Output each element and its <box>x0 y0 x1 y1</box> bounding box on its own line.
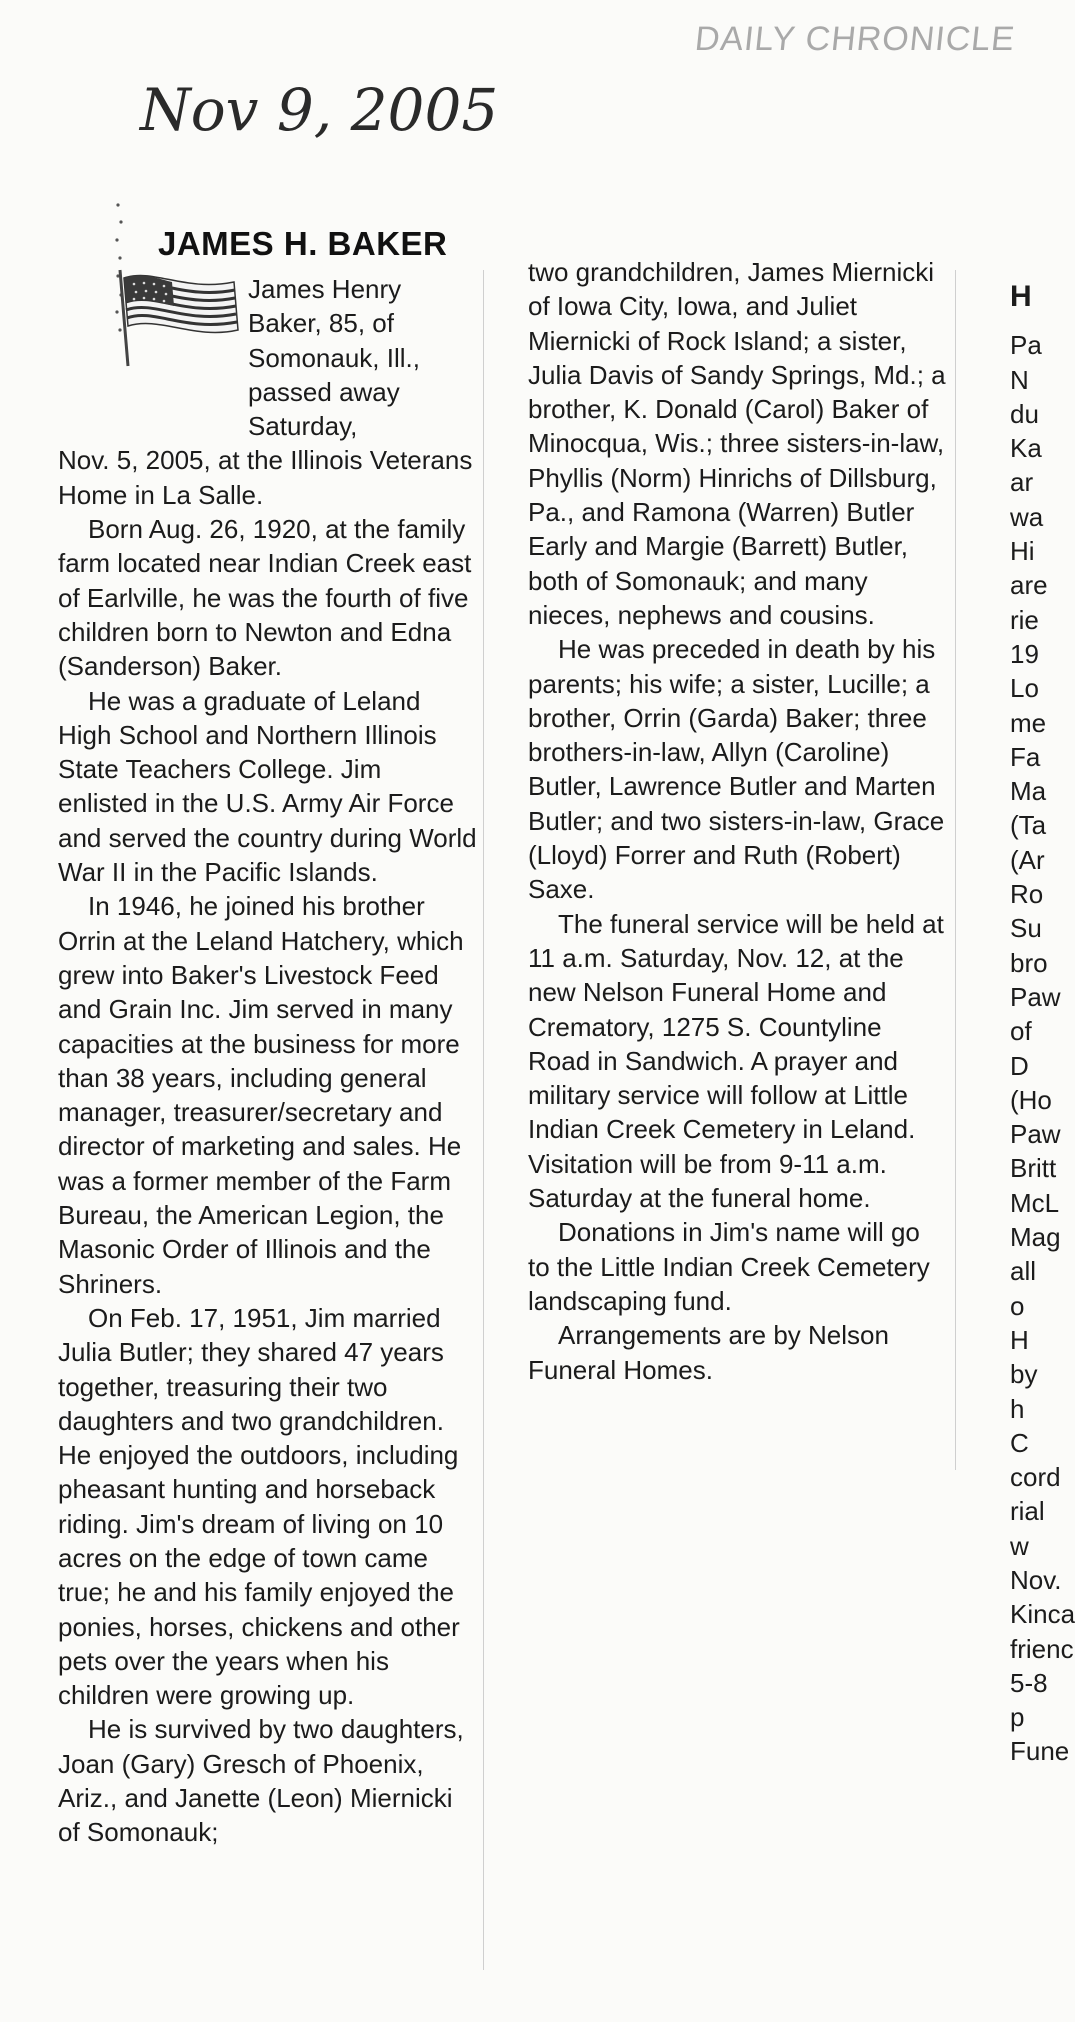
column3-fragment: are <box>1010 570 1048 601</box>
paragraph: Born Aug. 26, 1920, at the family farm located near Indian Creek east of Earlville, he was the fourth of five children born to Newton and Edna (Sanderson) Baker. <box>58 514 472 682</box>
handwritten-date <box>140 58 570 168</box>
column3-fragment: Paw <box>1010 1119 1061 1150</box>
column3-fragment: Ka <box>1010 433 1042 464</box>
column3-fragment: H <box>1010 280 1032 313</box>
column3-fragment: Fa <box>1010 741 1041 772</box>
column3-fragment: rial w <box>1010 1496 1045 1561</box>
column3-fragment: C <box>1010 1427 1029 1458</box>
column3-fragment: me <box>1010 707 1047 738</box>
column3-fragment: all o <box>1010 1256 1037 1321</box>
column3-fragment: cord <box>1010 1462 1061 1493</box>
paragraph-rest: Nov. 5, 2005, at the Illinois Veterans Home in La Salle. <box>58 445 473 510</box>
column3-fragment: Ma <box>1010 776 1047 807</box>
paragraph: The funeral service will be held at 11 a.m. Saturday, Nov. 12, at the new Nelson Funeral Home and Crematory, 1275 S. Countyline Road in Sandwich. A prayer and military service will follow at Little Indian Creek Cemetery in Leland. Visitation will be from 9-11 a.m. Saturday at the funeral home. <box>528 908 944 1214</box>
column3-fragment: N <box>1010 364 1029 395</box>
paragraph: He was a graduate of Leland High School and Northern Illinois State Teachers College. Jim enlisted in the U.S. Army Air Force and served the country during World War II in the Pacific Islands. <box>58 685 477 888</box>
column3-fragment: frienc <box>1010 1633 1074 1664</box>
column3-fragment: ar <box>1010 467 1034 498</box>
paragraph: two grandchildren, James Miernicki of Iowa City, Iowa, and Juliet Miernicki of Rock Island; a sister, Julia Davis of Sandy Springs, Md.; a brother, K. Donald (Carol) Baker of Minocqua, Wis.; three sisters-in-law, Phyllis (Norm) Hinrichs of Dillsburg, Pa., and Ramona (Warren) Butler Early and Margie (Barrett) Butler, both of Somonauk; and many nieces, nephews and cousins. <box>528 257 946 630</box>
column3-fragment: Fune <box>1010 1736 1070 1767</box>
paragraph: On Feb. 17, 1951, Jim married Julia Butler; they shared 47 years together, treasuring their two daughters and two grandchildren. He enjoyed the outdoors, including pheasant hunting and horseback riding. Jim's dream of living on 10 acres on the edge of town came true; he and his family enjoyed the ponies, horses, chickens and other pets over the years when his children were growing up. <box>58 1302 460 1711</box>
masthead: DAILY CHRONICLE <box>693 20 1017 58</box>
column3-fragment: McL <box>1010 1187 1060 1218</box>
paragraph <box>58 272 478 512</box>
obituary-column-1 <box>58 272 478 1850</box>
column3-fragment: wa <box>1010 501 1044 532</box>
column-rule <box>955 270 956 1470</box>
column3-fragment: Mag <box>1010 1222 1061 1253</box>
paragraph: He was preceded in death by his parents; his wife; a sister, Lucille; a brother, Orrin (Garda) Baker; three brothers-in-law, Allyn (Caroline) Butler, Lawrence Butler and Marten Butler; and two sisters-in-law, Grace (Lloyd) Forrer and Ruth (Robert) Saxe. <box>528 634 945 905</box>
obituary-column-2 <box>528 255 948 1387</box>
column3-fragment: bro <box>1010 947 1048 978</box>
column3-fragment: Ro <box>1010 879 1044 910</box>
handwritten-date-text: Nov 9, 2005 <box>140 76 499 144</box>
column3-fragment: by h <box>1010 1359 1038 1424</box>
obituary-headline: JAMES H. BAKER <box>158 225 448 262</box>
column3-fragment: Kinca <box>1010 1599 1075 1630</box>
column3-fragment: H <box>1010 1324 1029 1355</box>
column-rule <box>483 270 484 1970</box>
paragraph: He is survived by two daughters, Joan (Gary) Gresch of Phoenix, Ariz., and Janette (Leon) Miernicki of Somonauk; <box>58 1714 464 1848</box>
paragraph-lead: James Henry Baker, 85, of Somonauk, Ill., passed away Saturday, <box>248 274 420 442</box>
paragraph: In 1946, he joined his brother Orrin at the Leland Hatchery, which grew into Baker's Livestock Feed and Grain Inc. Jim served in many capacities at the business for more than 38 years, including general manager, treasurer/secretary and director of marketing and sales. He was a former member of the Farm Bureau, the American Legion, the Masonic Order of Illinois and the Shriners. <box>58 891 464 1299</box>
column3-fragment: du <box>1010 398 1039 429</box>
truncated-adjacent-column <box>1010 280 1075 1769</box>
column3-fragment: 5-8 p <box>1010 1667 1048 1733</box>
column3-fragment: Nov. <box>1010 1564 1062 1595</box>
column3-fragment: Britt <box>1010 1153 1057 1184</box>
column3-fragment: Hi <box>1010 536 1035 567</box>
column3-fragment: rie <box>1010 604 1039 635</box>
column3-fragment: (Ho <box>1010 1084 1052 1115</box>
column3-fragment: of D <box>1010 1016 1032 1081</box>
column3-fragment: Lo <box>1010 673 1039 704</box>
column3-fragment: Pa <box>1010 330 1042 361</box>
column3-fragment: Paw <box>1010 981 1061 1012</box>
column3-fragment: (Ta <box>1010 810 1047 841</box>
column3-fragment: Su <box>1010 913 1042 944</box>
column3-fragment: (Ar <box>1010 844 1045 875</box>
paragraph: Donations in Jim's name will go to the Little Indian Creek Cemetery landscaping fund. <box>528 1217 930 1316</box>
column3-fragment: 19 <box>1010 638 1039 669</box>
paragraph: Arrangements are by Nelson Funeral Homes. <box>528 1320 889 1385</box>
